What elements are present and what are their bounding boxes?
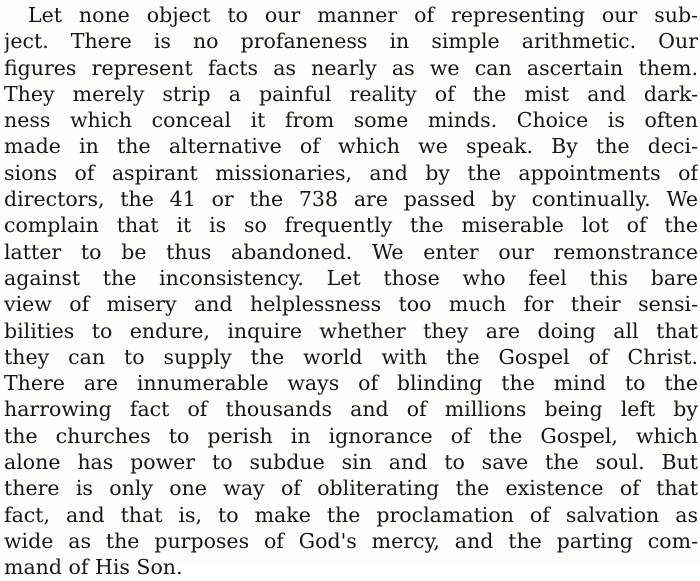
text-line: Let none object to our manner of representing our sub- [28, 3, 698, 27]
text-line: bilities to endure, inquire whether they are doing all that [4, 318, 698, 343]
text-line: mand of His Son. [4, 555, 183, 580]
text-line: They merely strip a painful reality of the mist and dark- [4, 81, 698, 106]
text-line: made in the alternative of which we speak. By the deci- [4, 134, 698, 159]
text-line: fact, and that is, to make the proclamation of salvation as [4, 502, 698, 527]
text-line: there is only one way of obliterating the existence of that [4, 476, 698, 501]
text-line: alone has power to subdue sin and to save the soul. But [4, 450, 698, 475]
text-line: wide as the purposes of God's mercy, and the parting com- [4, 528, 698, 553]
text-line: ness which conceal it from some minds. Choice is often [4, 108, 698, 133]
text-line: against the inconsistency. Let those who feel this bare [4, 265, 698, 290]
text-line: complain that it is so frequently the miserable lot of the [4, 213, 698, 238]
text-line: There are innumerable ways of blinding the mind to the [4, 371, 698, 396]
text-line: ject. There is no profaneness in simple arithmetic. Our [4, 29, 698, 54]
text-line: directors, the 41 or the 738 are passed by continually. We [4, 187, 698, 212]
text-line: they can to supply the world with the Gospel of Christ. [4, 344, 698, 369]
text-line: latter to be thus abandoned. We enter our remonstrance [4, 239, 698, 264]
text-line: figures represent facts as nearly as we can ascertain them. [4, 55, 698, 80]
text-line: the churches to perish in ignorance of the Gospel, which [4, 423, 698, 448]
text-line: sions of aspirant missionaries, and by the appointments of [4, 160, 698, 185]
body-paragraph [4, 2, 698, 581]
text-line: view of misery and helplessness too much for their sensi- [4, 292, 698, 317]
text-line: harrowing fact of thousands and of millions being left by [4, 397, 698, 422]
